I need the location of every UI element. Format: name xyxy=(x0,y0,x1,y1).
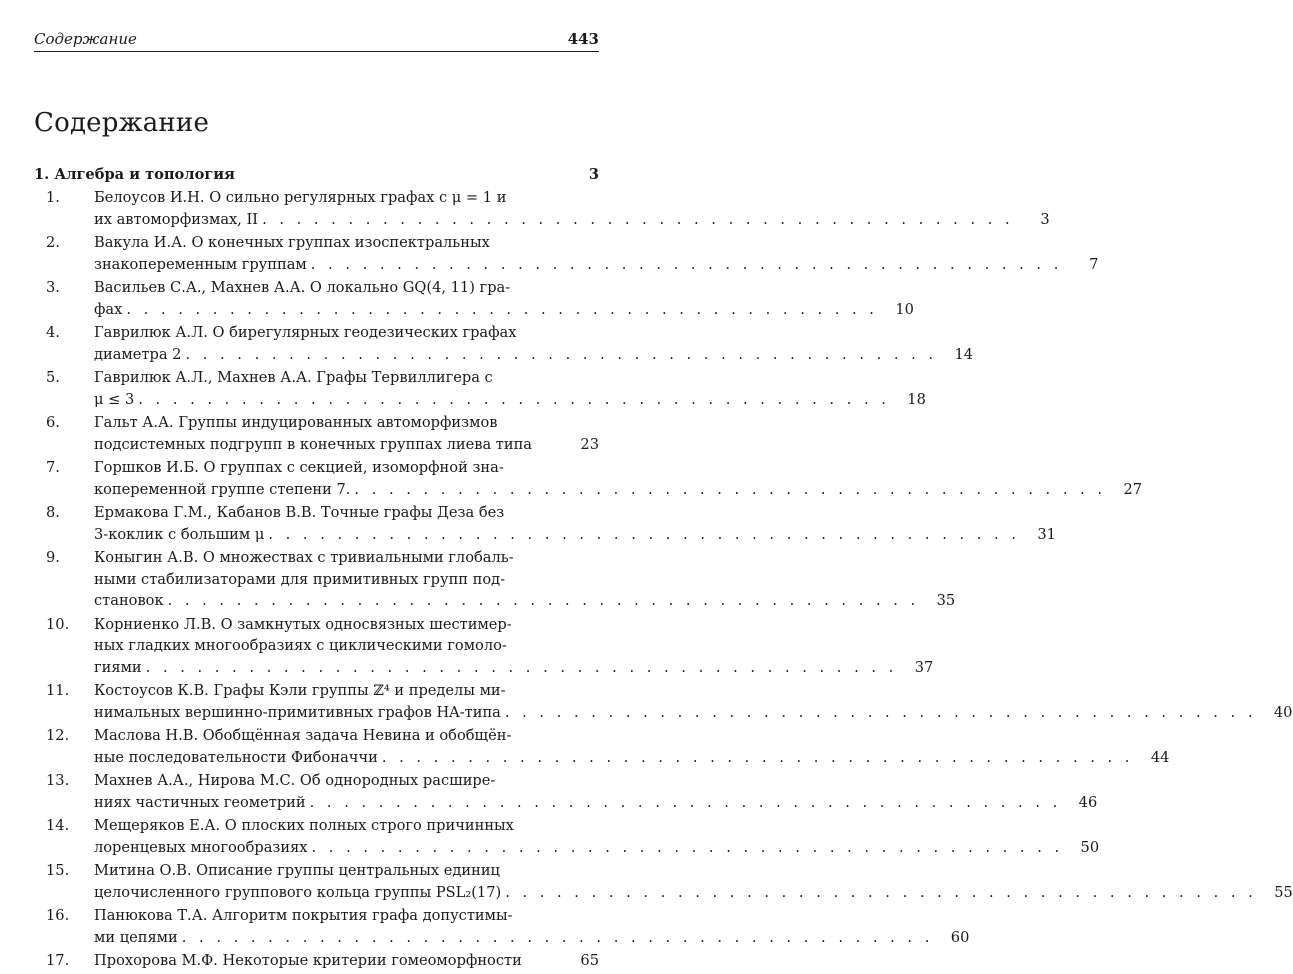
entry-title-text: Корниенко Л.В. О замкнутых односвязных шестимер- xyxy=(94,615,512,633)
entry-number: 16. xyxy=(46,907,70,924)
entry-title-text: Вакула И.А. О конечных группах изоспектральных xyxy=(94,234,490,251)
dot-leader: . . . . . . . . . . . . . . . . . . . . . . . . . . . . . . . . . . . . . . . . . . . . xyxy=(504,703,1257,721)
entry-line xyxy=(94,725,1169,747)
entry-body xyxy=(94,277,914,320)
toc-entry[interactable] xyxy=(34,905,970,948)
entry-body xyxy=(94,367,926,410)
entry-title-text: Гальт А.А. Группы индуцированных автоморфизмов xyxy=(94,414,498,431)
entry-page-number: 23 xyxy=(580,435,599,453)
entry-page-number: 37 xyxy=(914,658,934,676)
dot-leader: . . . . . . . . . . . . . . . . . . . . . . . . . . . . . . . . . . . . . . . . . . . . xyxy=(167,592,920,609)
entry-page-number: 14 xyxy=(954,345,974,363)
entry-number: 5. xyxy=(46,369,60,386)
entry-body xyxy=(94,502,1056,545)
entry-body xyxy=(94,187,1050,230)
entry-line xyxy=(94,457,1142,479)
entry-body xyxy=(94,905,969,948)
entry-title-text: Махнев А.А., Нирова М.С. Об однородных расшире- xyxy=(94,772,496,789)
entry-body xyxy=(94,770,1097,813)
entry-line xyxy=(94,344,973,366)
entry-title-text: нимальных вершинно-примитивных графов HA-типа xyxy=(94,703,501,721)
toc-entry[interactable] xyxy=(34,614,934,679)
entry-title-text: Коныгин А.В. О множествах с тривиальными глобаль- xyxy=(94,549,514,566)
entry-number: 14. xyxy=(46,817,70,834)
dot-leader: . . . . . . . . . . . . . . . . . . . . . . . . . . . . . . . . . . . . . . . . . . . . xyxy=(311,838,1064,856)
entry-body xyxy=(94,412,599,455)
entry-title-text: Горшков И.Б. О группах с секцией, изоморфной зна- xyxy=(94,459,504,476)
entry-page-number: 40 xyxy=(1273,703,1293,721)
dot-leader: . . . . . . . . . . . . . . . . . . . . . . . . . . . . . . . . . . . . . . . . . . . . xyxy=(138,390,890,408)
entry-line xyxy=(94,614,933,636)
entry-number: 13. xyxy=(46,772,70,789)
entry-title-text: становок xyxy=(94,592,164,609)
entry-title-text: μ ≤ 3 xyxy=(94,390,135,408)
entry-page-number: 35 xyxy=(936,592,956,609)
entry-title-text: Прохорова М.Ф. Некоторые критерии гомеоморфности xyxy=(94,952,522,969)
entry-title-text: целочисленного группового кольца группы PSL₂(17) xyxy=(94,883,502,901)
entry-title-text: Маслова Н.В. Обобщённая задача Невина и обобщён- xyxy=(94,727,512,744)
entry-body xyxy=(94,322,973,365)
section-page: 3 xyxy=(588,166,599,183)
entry-number: 6. xyxy=(46,414,60,431)
entry-body xyxy=(94,457,1142,500)
entry-title-text: Гаврилюк А.Л., Махнев А.А. Графы Тервиллигера с xyxy=(94,369,493,386)
dot-leader: . . . . . . . . . . . . . . . . . . . . . . . . . . . . . . . . . . . . . . . . . . . . xyxy=(126,300,878,318)
entry-title-text: Костоусов К.В. Графы Кэли группы ℤ⁴ и пределы ми- xyxy=(94,682,506,699)
entry-line xyxy=(94,792,1097,814)
entry-title-text: ниях частичных геометрий xyxy=(94,793,306,811)
entry-number: 1. xyxy=(46,189,60,206)
entry-line xyxy=(94,837,1099,859)
entry-title-text: подсистемных подгрупп в конечных группах лиева типа xyxy=(94,435,533,453)
entry-page-number: 3 xyxy=(1040,210,1050,228)
entry-line xyxy=(94,547,955,569)
toc-title: Содержание xyxy=(34,108,210,138)
entry-number: 17. xyxy=(46,952,70,969)
dot-leader: . . . . . . . . . . . . . . . . . . . . . . . . . . . . . . . . . . . . . . . . . . . . xyxy=(381,748,1134,766)
entry-line xyxy=(94,590,955,612)
entry-title-text: фах xyxy=(94,300,123,318)
entry-title-text: их автоморфизмах, II xyxy=(94,210,259,228)
entry-line xyxy=(94,702,1292,724)
entry-title-text: Панюкова Т.А. Алгоритм покрытия графа допустимы- xyxy=(94,907,513,924)
entry-page-number: 18 xyxy=(907,390,926,408)
entry-title-text: Белоусов И.Н. О сильно регулярных графах с μ = 1 и xyxy=(94,189,507,206)
toc-entry[interactable] xyxy=(34,367,926,410)
entry-title-text: знакопеременным группам xyxy=(94,255,307,273)
entry-body xyxy=(94,232,1098,275)
entry-title-text: ных гладких многообразиях с циклическими гомоло- xyxy=(94,637,507,654)
entry-line xyxy=(94,187,1050,209)
entry-body xyxy=(94,547,955,612)
entry-title-text: Васильев С.А., Махнев А.А. О локально GQ(4, 11) гра- xyxy=(94,279,511,296)
toc-entry[interactable] xyxy=(34,950,599,972)
page xyxy=(34,30,1293,974)
toc-entry[interactable] xyxy=(34,457,1143,500)
entry-line xyxy=(94,254,1098,276)
entry-line xyxy=(94,299,914,321)
entry-title-text: ми цепями xyxy=(94,928,178,946)
entry-body xyxy=(94,950,599,972)
entry-line xyxy=(94,950,599,972)
entry-page-number: 50 xyxy=(1080,838,1100,856)
entry-body xyxy=(94,725,1169,768)
toc-entry[interactable] xyxy=(34,232,1099,275)
running-header-page-number: 443 xyxy=(567,30,599,48)
dot-leader: . . . . . . . . . . . . . . . . . . . . . . . . . . . . . . . . . . . . . . . . . . . . xyxy=(181,928,934,946)
entry-number: 9. xyxy=(46,549,60,566)
dot-leader: . . . . . . . . . . . . . . . . . . . . . . . . . . . . . . . . . . . . . . . . . . . . xyxy=(145,658,898,676)
entry-page-number: 27 xyxy=(1123,480,1143,498)
toc-entry[interactable] xyxy=(34,277,914,320)
dot-leader: . . . . . . . . . . . . . . . . . . . . . . . . . . . . . . . . . . . . . . . . . . . . xyxy=(268,525,1020,543)
entry-number: 12. xyxy=(46,727,70,744)
entry-number: 11. xyxy=(46,682,70,699)
entry-page-number: 31 xyxy=(1037,525,1056,543)
dot-leader: . . . . . . . . . . . . . . . . . . . . . . . . . . . . . . . . . . . . . . . . . . . . xyxy=(310,255,1063,273)
entry-number: 2. xyxy=(46,234,60,251)
entry-number: 3. xyxy=(46,279,60,296)
entry-line xyxy=(94,770,1097,792)
toc-entry[interactable] xyxy=(34,412,599,455)
entry-title-text: диаметра 2 xyxy=(94,345,182,363)
toc-entry[interactable] xyxy=(34,860,1293,903)
toc-entry[interactable] xyxy=(34,502,1056,545)
dot-leader: . . . . . . . . . . . . . . . . . . . . . . . . . . . . . . . . . . . . . . . . . . . . xyxy=(505,883,1257,901)
entry-line xyxy=(94,434,599,456)
toc-entry[interactable] xyxy=(34,680,1293,723)
running-header xyxy=(34,30,599,52)
entry-line xyxy=(94,747,1169,769)
entry-line xyxy=(94,389,926,411)
entry-body xyxy=(94,860,1293,903)
dot-leader: . . . . . . . . . . . . . . . . . . . . . . . . . . . . . . . . . . . . . . . . . . . . xyxy=(309,793,1062,811)
entry-title-text: лоренцевых многообразиях xyxy=(94,838,308,856)
entry-line xyxy=(94,860,1293,882)
entry-page-number: 60 xyxy=(950,928,970,946)
entry-line xyxy=(94,367,926,389)
entry-number: 7. xyxy=(46,459,60,476)
entry-title-text: гиями xyxy=(94,658,142,676)
entry-title-text: Ермакова Г.М., Кабанов В.В. Точные графы Деза без xyxy=(94,504,505,521)
entry-line xyxy=(94,277,914,299)
entry-title-text: ные последовательности Фибоначчи xyxy=(94,748,378,766)
entry-title-text: Мещеряков Е.А. О плоских полных строго причинных xyxy=(94,817,514,834)
toc-entry[interactable] xyxy=(34,547,956,612)
entry-line xyxy=(94,524,1056,546)
entry-title-text: ными стабилизаторами для примитивных групп под- xyxy=(94,570,506,588)
entry-line xyxy=(94,905,969,927)
entry-page-number: 55 xyxy=(1274,883,1293,901)
entry-line xyxy=(94,209,1050,231)
toc-entry[interactable] xyxy=(34,187,1050,230)
entry-number: 10. xyxy=(46,615,70,633)
entry-page-number: 46 xyxy=(1078,793,1098,811)
entry-body xyxy=(94,614,933,679)
entry-number: 8. xyxy=(46,504,60,521)
entry-title-text: 3-коклик с большим μ xyxy=(94,525,265,543)
toc-entry[interactable] xyxy=(34,770,1098,813)
entry-line xyxy=(94,322,973,344)
entry-body xyxy=(94,815,1099,858)
running-header-title: Содержание xyxy=(34,30,137,48)
entry-line xyxy=(94,882,1293,904)
dot-leader: . . . . . . . . . . . . . . . . . . . . . . . . . . . . . . . . . . . . . . . . . . . . xyxy=(262,210,1014,228)
toc-entry[interactable] xyxy=(34,815,1100,858)
entry-number: 15. xyxy=(46,862,70,879)
entry-line xyxy=(94,657,933,679)
entry-title-text: Гаврилюк А.Л. О бирегулярных геодезических графах xyxy=(94,324,517,341)
entry-line xyxy=(94,815,1099,837)
entry-title-text: Митина О.В. Описание группы центральных единиц xyxy=(94,862,500,879)
toc-section[interactable] xyxy=(34,166,599,183)
entry-page-number: 65 xyxy=(580,952,599,969)
toc-entry[interactable] xyxy=(34,725,1170,768)
entry-page-number: 44 xyxy=(1150,748,1170,766)
entry-line xyxy=(94,927,969,949)
entry-page-number: 10 xyxy=(895,300,914,318)
dot-leader: . . . . . . . . . . . . . . . . . . . . . . . . . . . . . . . . . . . . . . . . . . . . xyxy=(354,480,1107,498)
entry-title-text: копеременной группе степени 7. xyxy=(94,480,351,498)
entry-line xyxy=(94,232,1098,254)
entry-number: 4. xyxy=(46,324,60,341)
entry-page-number: 7 xyxy=(1089,255,1099,273)
entry-line xyxy=(94,412,599,434)
entry-body xyxy=(94,680,1292,723)
toc-entries xyxy=(34,187,1293,972)
dot-leader: . . . . . . . . . . . . . . . . . . . . . . . . . . . . . . . . . . . . . . . . . . . . xyxy=(185,345,938,363)
entry-line xyxy=(94,569,955,591)
entry-line xyxy=(94,502,1056,524)
toc-entry[interactable] xyxy=(34,322,974,365)
section-label: 1. Алгебра и топология xyxy=(34,166,235,183)
entry-line xyxy=(94,680,1292,702)
entry-line xyxy=(94,635,933,657)
entry-line xyxy=(94,479,1142,501)
